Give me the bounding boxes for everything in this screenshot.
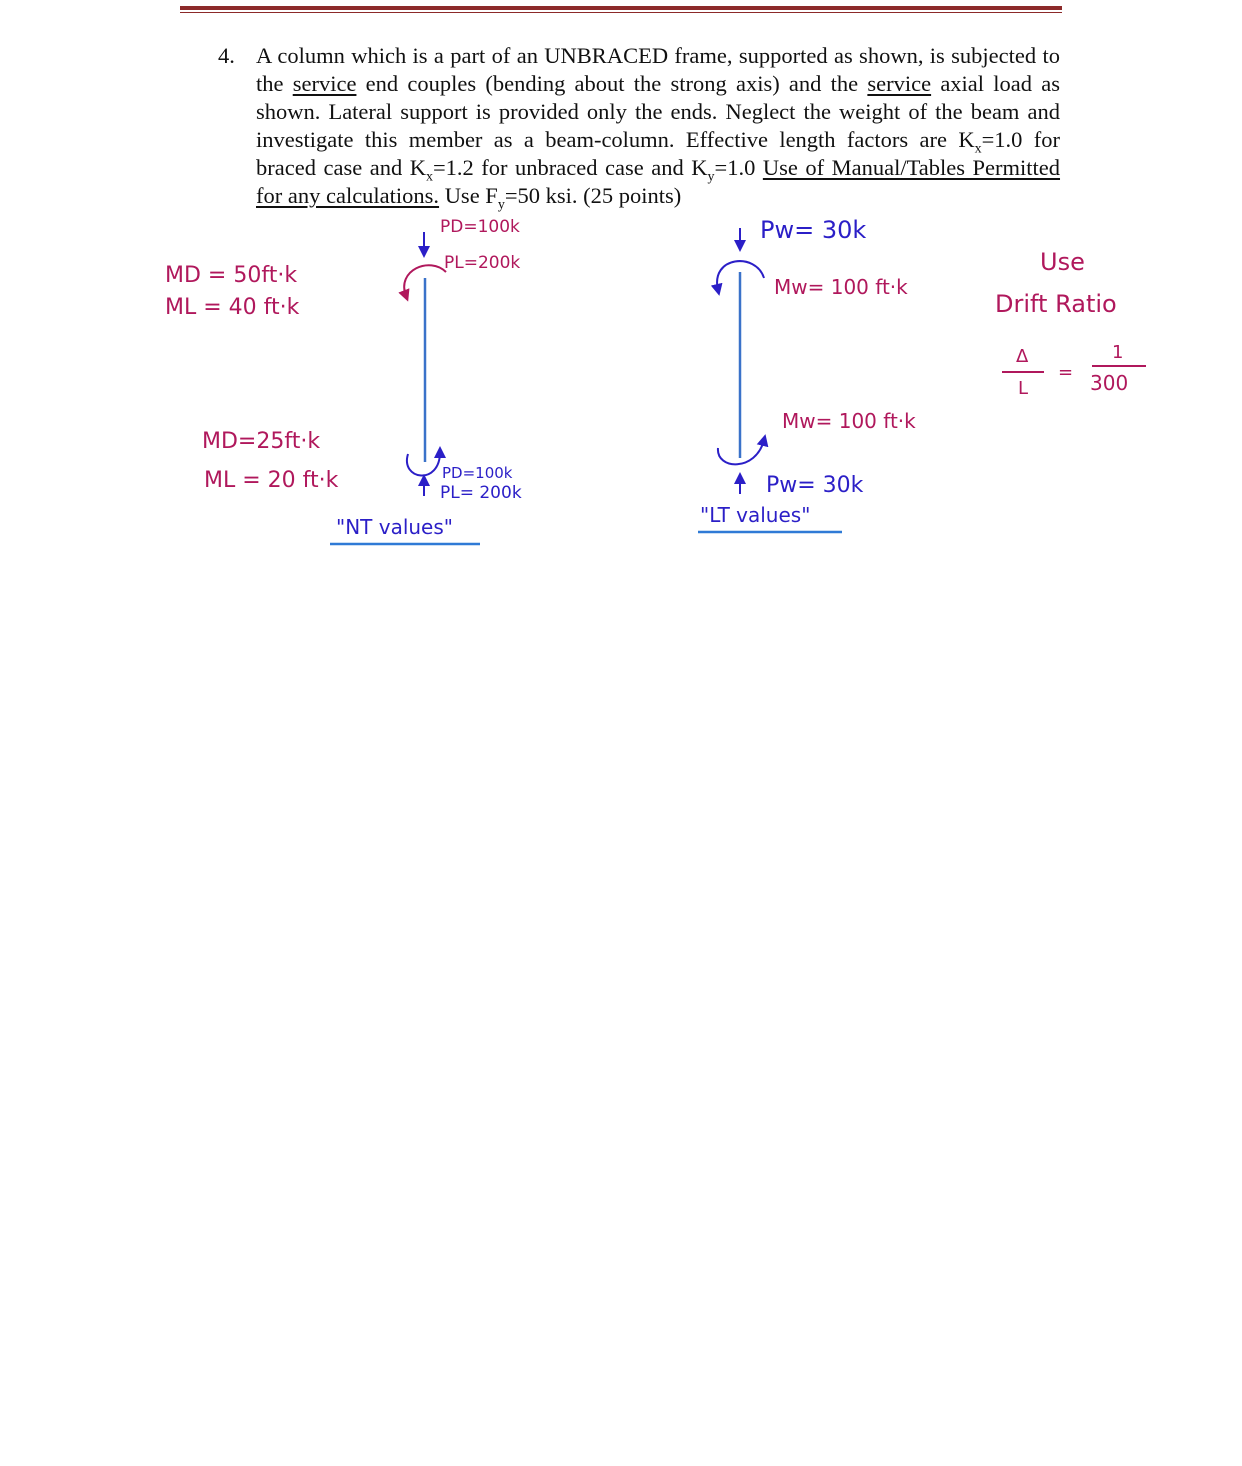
nt-bottom-pl: PL= 200k bbox=[440, 483, 522, 503]
drift-numerator: 1 bbox=[1112, 342, 1124, 363]
drift-ratio-label: Drift Ratio bbox=[995, 290, 1117, 318]
lt-top-mw: Mw= 100 ft·k bbox=[774, 275, 908, 299]
drift-L: L bbox=[1018, 378, 1029, 399]
nt-bottom-ml: ML = 20 ft·k bbox=[204, 468, 339, 493]
nt-top-md: MD = 50ft·k bbox=[165, 263, 298, 288]
nt-column-diagram bbox=[165, 217, 522, 544]
manual-note: Use of Manual/Tables Permitted for any calculations. bbox=[256, 155, 1061, 208]
drift-ratio-note bbox=[995, 248, 1146, 399]
lt-column-diagram bbox=[698, 216, 916, 532]
nt-bottom-md: MD=25ft·k bbox=[202, 429, 321, 454]
drift-use: Use bbox=[1040, 248, 1085, 276]
service-underline: service bbox=[292, 71, 357, 96]
lt-top-pw: Pw= 30k bbox=[760, 216, 867, 244]
problem-text: A column which is a part of an UNBRACED frame, supported as shown, is subjected to the service end couples (bending about the strong axis) and the service axial load as shown. Lateral support is provided only the ends. Neglect the weight of the beam and investigate this member as a beam-column. Effective length factors are $K_x=1.0$ for braced case and $K_x=1.2$ for unbraced case and $K_y=1.0$ Use of Manual/Tables Permitted for any calculations. Use $F_y=50$ ksi. (25 points) bbox=[256, 43, 1061, 213]
drift-delta: Δ bbox=[1016, 346, 1029, 367]
nt-bottom-pd: PD=100k bbox=[442, 464, 513, 482]
drift-denominator: 300 bbox=[1090, 371, 1129, 395]
lt-bottom-mw: Mw= 100 ft·k bbox=[782, 409, 916, 433]
drift-equals: = bbox=[1058, 362, 1074, 383]
lt-caption: "LT values" bbox=[700, 503, 811, 527]
nt-top-pl: PL=200k bbox=[444, 253, 521, 273]
nt-top-pd: PD=100k bbox=[440, 217, 520, 237]
service-underline: service bbox=[867, 71, 932, 96]
nt-caption: "NT values" bbox=[336, 515, 453, 539]
problem-number: 4. bbox=[218, 43, 235, 68]
nt-bottom-moment-arc bbox=[407, 452, 440, 476]
nt-top-ml: ML = 40 ft·k bbox=[165, 295, 300, 320]
lt-bottom-pw: Pw= 30k bbox=[766, 473, 864, 498]
